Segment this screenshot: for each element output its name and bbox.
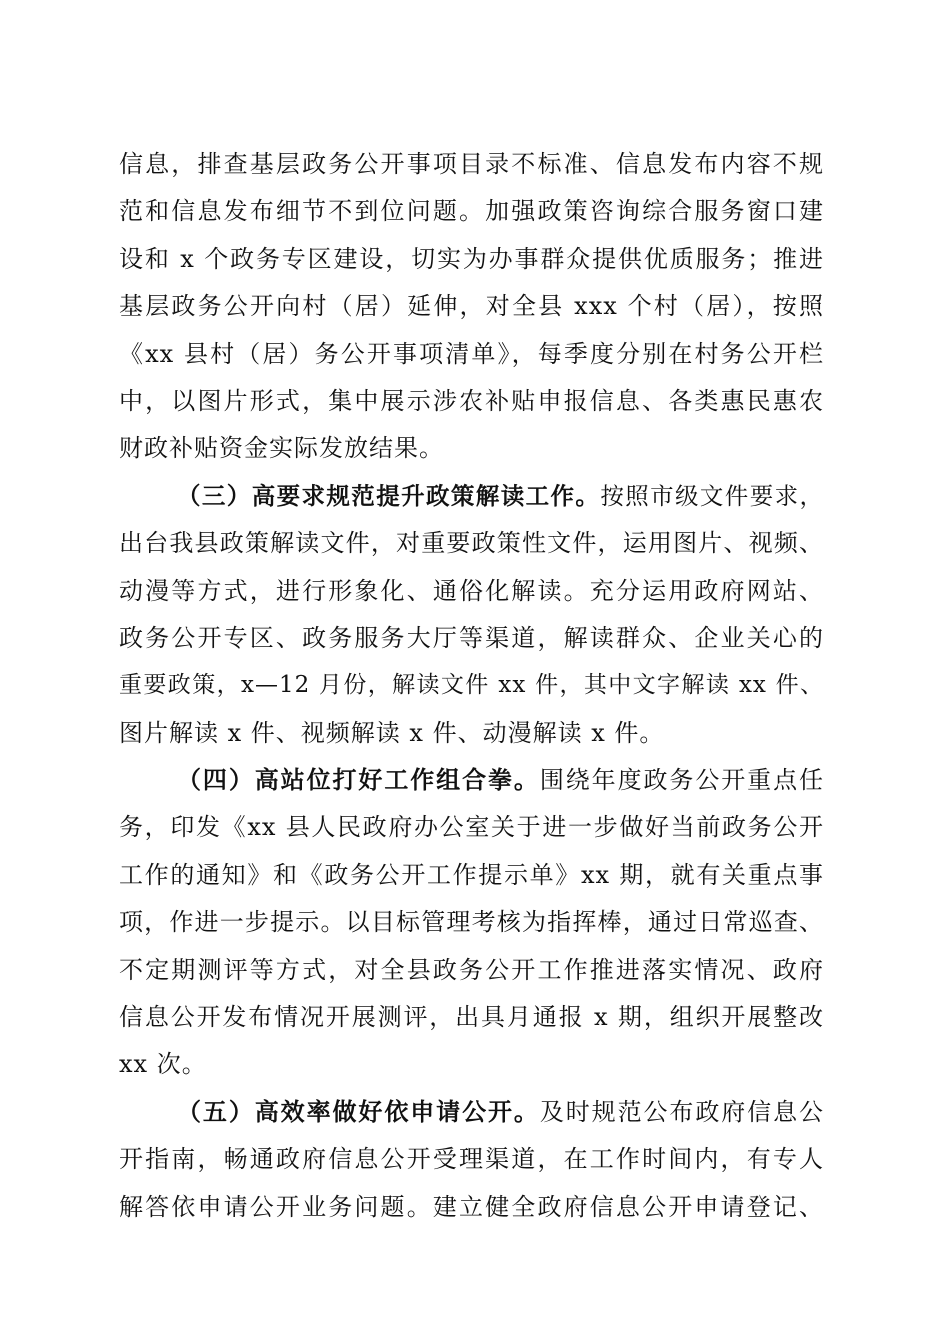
paragraph-first-line bbox=[119, 1089, 824, 1136]
document-body bbox=[119, 141, 824, 1231]
paragraph-first-line bbox=[119, 757, 824, 804]
text-line: 图片解读 x 件、视频解读 x 件、动漫解读 x 件。 bbox=[119, 718, 665, 747]
text-line: 解答依申请公开业务问题。建立健全政府信息公开申请登记、 bbox=[119, 1192, 824, 1221]
text-line: 出台我县政策解读文件，对重要政策性文件，运用图片、视频、 bbox=[119, 529, 824, 558]
paragraph-first-line bbox=[119, 473, 824, 520]
text-line: 信息，排查基层政务公开事项目录不标准、信息发布内容不规 bbox=[119, 150, 824, 178]
text-line: 中，以图片形式，集中展示涉农补贴申报信息、各类惠民惠农 bbox=[119, 386, 824, 415]
text-line: 政务公开专区、政务服务大厅等渠道，解读群众、企业关心的 bbox=[119, 623, 824, 652]
section-heading: （三）高要求规范提升政策解读工作。 bbox=[177, 481, 601, 510]
paragraph-public-disclosure bbox=[119, 141, 824, 473]
text-line: 不定期测评等方式，对全县政务公开工作推进落实情况、政府 bbox=[119, 955, 824, 984]
paragraph-application-disclosure bbox=[119, 1089, 824, 1231]
text-run: 围绕年度政务公开重点任 bbox=[539, 766, 824, 795]
section-heading: （五）高效率做好依申请公开。 bbox=[177, 1097, 540, 1126]
text-line: 务，印发《xx 县人民政府办公室关于进一步做好当前政务公开 bbox=[119, 813, 824, 842]
text-run: 按照市级文件要求， bbox=[600, 481, 824, 510]
text-line: 范和信息发布细节不到位问题。加强政策咨询综合服务窗口建 bbox=[119, 197, 824, 226]
text-line: 设和 x 个政务专区建设，切实为办事群众提供优质服务；推进 bbox=[119, 244, 824, 273]
text-line: 工作的通知》和《政务公开工作提示单》xx 期，就有关重点事 bbox=[119, 860, 824, 889]
text-line: 重要政策，x—12 月份，解读文件 xx 件，其中文字解读 xx 件、 bbox=[119, 672, 824, 699]
text-run: 及时规范公布政府信息公 bbox=[539, 1097, 824, 1126]
text-line: 财政补贴资金实际发放结果。 bbox=[119, 434, 444, 463]
text-line: 基层政务公开向村（居）延伸，对全县 xxx 个村（居），按照 bbox=[119, 292, 824, 321]
text-line: xx 次。 bbox=[119, 1050, 207, 1079]
text-line: 《xx 县村（居）务公开事项清单》，每季度分别在村务公开栏 bbox=[119, 339, 824, 368]
section-heading: （四）高站位打好工作组合拳。 bbox=[177, 766, 540, 795]
paragraph-policy-interpretation bbox=[119, 473, 824, 757]
text-line: 项，作进一步提示。以目标管理考核为指挥棒，通过日常巡查、 bbox=[119, 908, 824, 937]
paragraph-work-combination bbox=[119, 757, 824, 1089]
text-line: 动漫等方式，进行形象化、通俗化解读。充分运用政府网站、 bbox=[119, 576, 824, 605]
text-line: 信息公开发布情况开展测评，出具月通报 x 期，组织开展整改 bbox=[119, 1003, 824, 1032]
text-line: 开指南，畅通政府信息公开受理渠道，在工作时间内，有专人 bbox=[119, 1145, 824, 1174]
